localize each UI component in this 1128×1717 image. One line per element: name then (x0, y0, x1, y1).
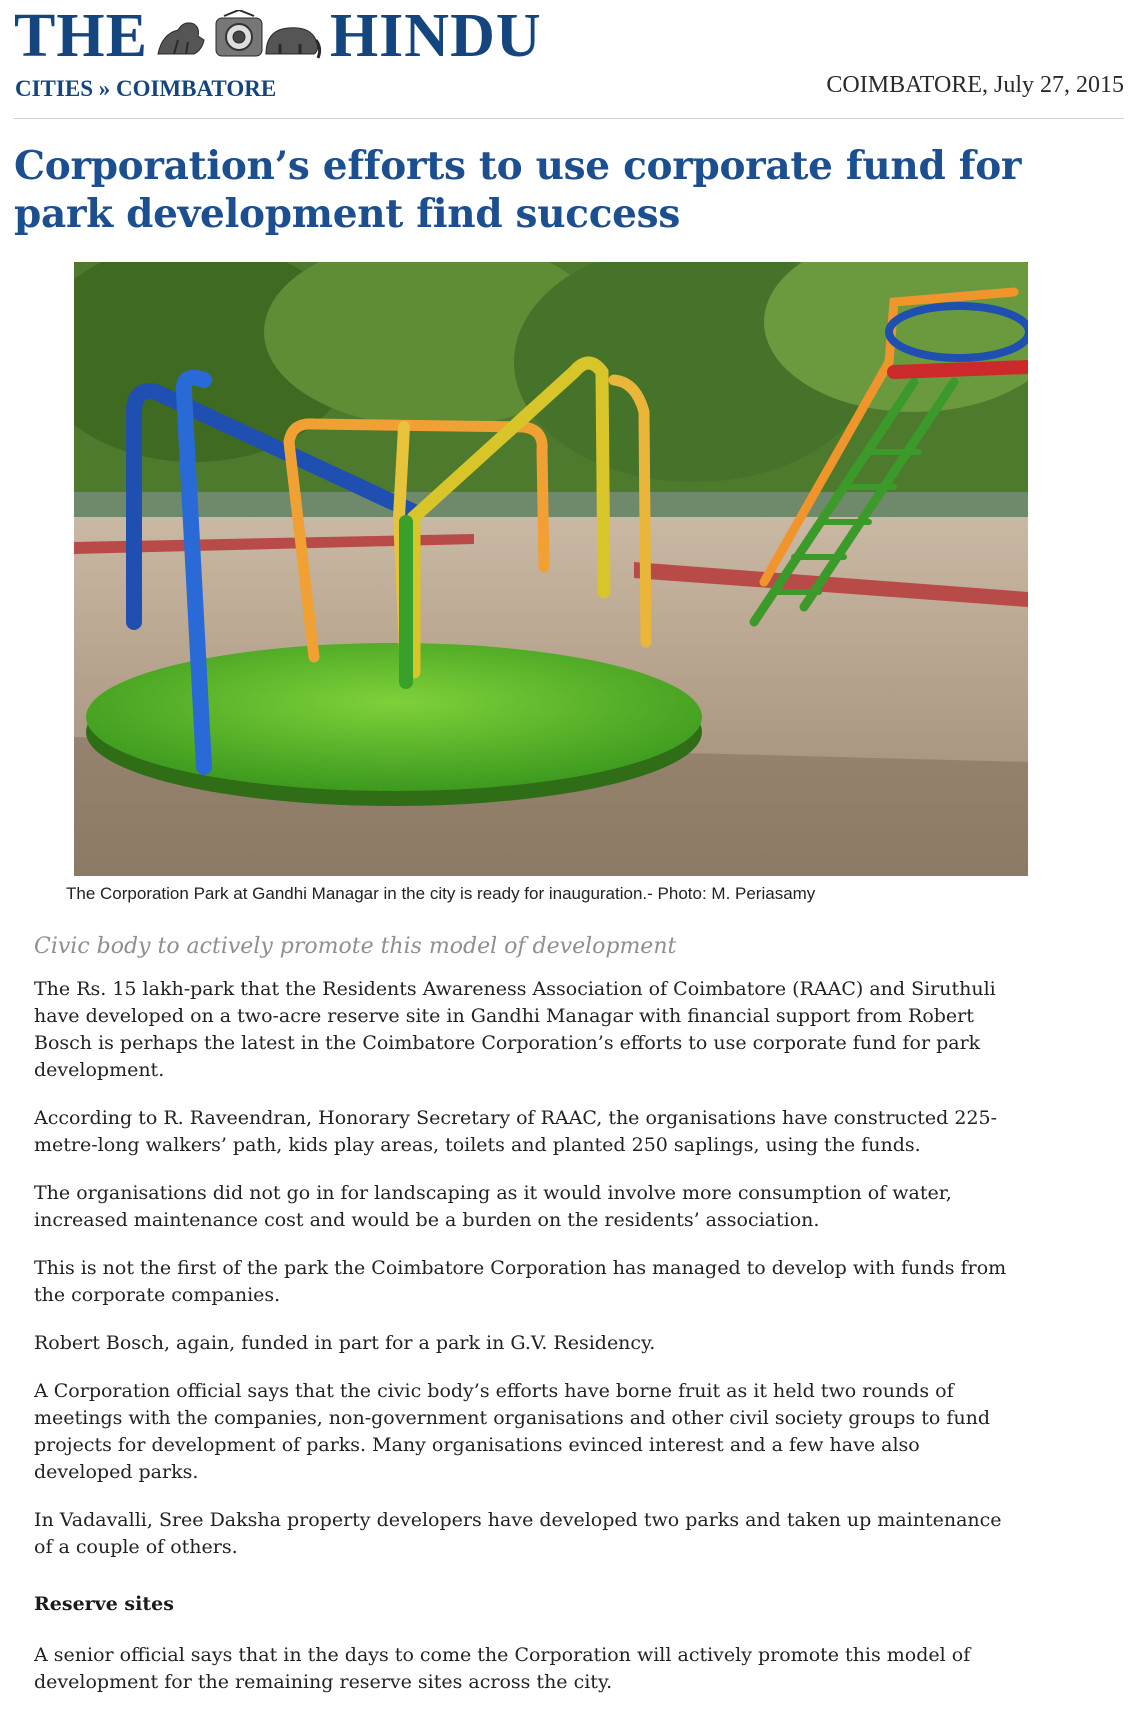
paragraph-6: A Corporation official says that the civic body’s efforts have borne fruit as it held two rounds of meetings with the companies, non-government organisations and other civil society groups to fund projects for development of parks. Many organisations evinced interest and a few have also developed parks. (34, 1380, 991, 1483)
masthead[interactable] (14, 2, 542, 70)
article-body (34, 976, 1014, 1717)
masthead-word-left: THE (14, 2, 148, 70)
paragraph-5: Robert Bosch, again, funded in part for a park in G.V. Residency. (34, 1332, 656, 1354)
paragraph-3: The organisations did not go in for landscaping as it would involve more consumption of water, increased maintenance cost and would be a burden on the residents’ association. (34, 1182, 952, 1231)
breadcrumb-section-link[interactable]: CITIES (15, 76, 93, 101)
subhead-reserve-sites: Reserve sites (34, 1593, 174, 1615)
playground-photo-icon (74, 262, 1028, 876)
article-headline: Corporation’s efforts to use corporate fund for park development find success (14, 143, 1022, 237)
paragraph-4: This is not the first of the park the Coimbatore Corporation has managed to develop with funds from the corporate companies. (34, 1257, 1007, 1306)
paragraph-7: In Vadavalli, Sree Daksha property developers have developed two parks and taken up maintenance of a couple of others. (34, 1509, 1002, 1558)
article-deck: Civic body to actively promote this model of development (34, 934, 677, 959)
paragraph-8: A senior official says that in the days to come the Corporation will actively promote this model of development for the remaining reserve sites across the city. (34, 1644, 971, 1693)
paragraph-2: According to R. Raveendran, Honorary Secretary of RAAC, the organisations have constructed 225-metre-long walkers’ path, kids play areas, toilets and planted 250 saplings, using the funds. (34, 1107, 998, 1156)
masthead-word-right: HINDU (329, 2, 542, 70)
paragraph-1: The Rs. 15 lakh-park that the Residents Awareness Association of Coimbatore (RAAC) and Siruthuli have developed on a two-acre reserve site in Gandhi Managar with financial support from Robert Bosch is perhaps the latest in the Coimbatore Corporation’s efforts to use corporate fund for park development. (34, 978, 996, 1081)
breadcrumb (15, 76, 276, 102)
breadcrumb-city-link[interactable]: COIMBATORE (115, 76, 277, 101)
dateline: COIMBATORE, July 27, 2015 (826, 72, 1124, 98)
the-hindu-emblem-icon (154, 10, 324, 62)
header-divider (14, 118, 1124, 119)
photo-caption: The Corporation Park at Gandhi Managar in the city is ready for inauguration.- Photo: M. Periasamy (66, 884, 816, 903)
breadcrumb-separator: » (92, 76, 116, 101)
